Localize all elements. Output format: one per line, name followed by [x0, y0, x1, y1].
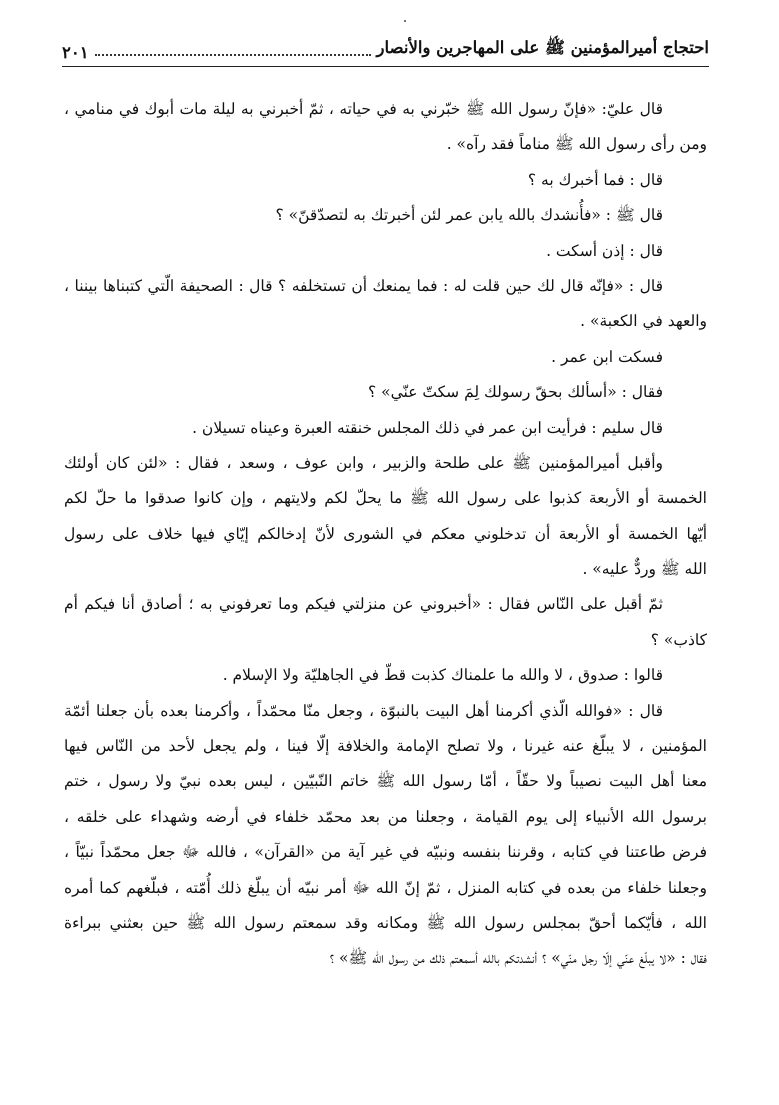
- text-line: قال : فما أخبرك به ؟: [527, 170, 663, 189]
- page-number: ٢٠١: [62, 43, 89, 62]
- text-line: قالوا : صدوق ، لا والله ما علمناك كذبت قطّ في الجاهليّة ولا الإسلام .: [222, 666, 663, 685]
- text-line: فقال : «لا يبلّغ عنّي إلّا رجل منّي» ؟ أنشدتكم بالله أسمعتم ذلك من رسول الله ﷺ» ؟: [329, 949, 707, 968]
- text-line: المؤمنين ، لا يبلّغ عنه غيرنا ، ولا تصلح الإمامة والخلافة إلّا فينا ، ولم يجعل لأحد من النّاس فيها: [64, 737, 707, 756]
- text-line: فقال : «أسألك بحقّ رسولك لِمَ سكتّ عنّي» ؟: [367, 383, 663, 402]
- text-line: وأقبل أميرالمؤمنين ﷺ على طلحة والزبير ، وابن عوف ، وسعد ، فقال : «لئن كان أولئك: [64, 453, 663, 472]
- text-line: الخمسة أو الأربعة كذبوا على رسول الله ﷺ ما يحلّ لكم ولايتهم ، وإن كانوا صدقوا ما حلّ لكم: [64, 489, 707, 508]
- text-line: قال ﷺ : «فأُنشدك بالله يابن عمر لئن أخبرتك به لتصدّقنّ» ؟: [275, 206, 663, 225]
- text-line: قال عليّ: «فإنّ رسول الله ﷺ خبّرني به في حياته ، ثمّ أخبرني به ليلة مات أبوك في منامي ،: [64, 100, 663, 118]
- text-line: فرض طاعتنا في كتابه ، وقرننا بنفسه ونبيّه في غير آية من «القرآن» ، فالله ﷻ جعل محمّداً نبيّاً ،: [64, 843, 707, 862]
- text-line: قال سليم : فرأيت ابن عمر في ذلك المجلس خنقته العبرة وعيناه تسيلان .: [192, 418, 663, 437]
- header-leader-dots: [95, 53, 371, 56]
- text-line: والعهد في الكعبة» .: [580, 312, 707, 331]
- text-line: الله ، فأيّكما أحقّ بمجلس رسول الله ﷺ ومكانه وقد سمعتم رسول الله ﷺ حين بعثني ببراءة: [64, 913, 707, 932]
- text-line: معنا أهل البيت نصيباً ولا حقّاً ، أمّا رسول الله ﷺ خاتم النّبيّين ، ليس بعده نبيّ ولا رسول ، ختم: [64, 772, 707, 791]
- text-line: قال : «فإنّه قال لك حين قلت له : فما يمنعك أن تستخلفه ؟ قال : الصحيفة الّتي كتبناها بيننا ،: [64, 276, 663, 295]
- text-line: فسكت ابن عمر .: [551, 347, 663, 366]
- text-line: الله ﷺ وردٌّ عليه» .: [582, 560, 707, 579]
- header-rule: [62, 66, 709, 67]
- text-line: ومن رأى رسول الله ﷺ مناماً فقد رآه» .: [446, 135, 707, 154]
- text-line: أيّها الخمسة أو الأربعة أن تدخلوني معكم في الشورى لأنّ إدخالكم إيّاي فيها خلاف على رسول: [64, 524, 707, 543]
- text-line: كاذب» ؟: [650, 630, 707, 649]
- text-line: ثمّ أقبل على النّاس فقال : «أخبروني عن منزلتي فيكم وما تعرفوني به ؛ أصادق أنا فيكم أم: [64, 595, 663, 614]
- text-line: وجعلنا خلفاء من بعده في كتابه المنزل ، ثمّ إنّ الله ﷻ أمر نبيّه أن يبلّغ ذلك أُمّته ، فبلّغهم كما أمره: [64, 878, 707, 897]
- header-title: احتجاج أميرالمؤمنين ﷺ على المهاجرين والأنصار: [376, 38, 709, 57]
- text-line: قال : إذن أسكت .: [546, 241, 663, 260]
- running-header: [62, 34, 709, 62]
- text-line: قال : «فوالله الّذي أكرمنا أهل البيت بالنبوّة ، وجعل منّا محمّداً ، وأكرمنا بعده بأن جعلنا أئمّة: [64, 701, 663, 720]
- text-line: برسول الله الأنبياء إلى يوم القيامة ، وجعلنا من بعد محمّد خلفاء في أرضه وشهداء على خلقه ،: [64, 807, 707, 826]
- body-text: [64, 92, 707, 977]
- print-mark: [404, 20, 406, 22]
